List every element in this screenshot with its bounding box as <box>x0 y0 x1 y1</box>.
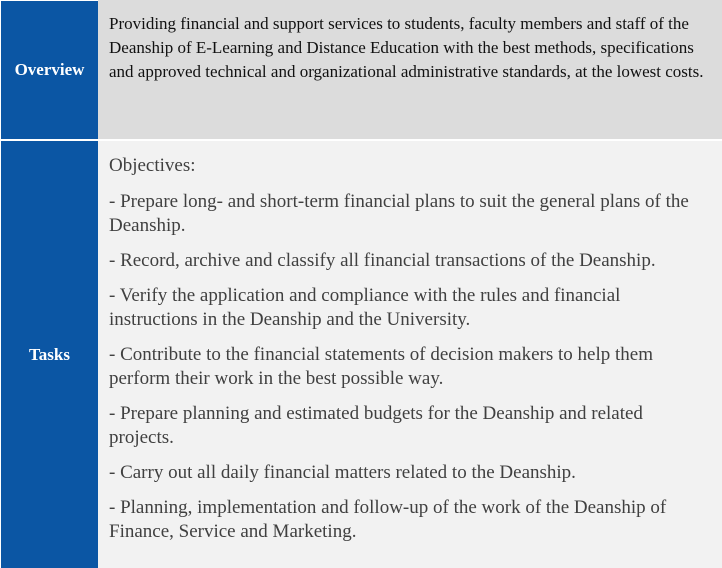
task-item: - Record, archive and classify all financial transactions of the Deanship. <box>109 250 656 271</box>
overview-text: Providing financial and support services to students, faculty members and staff of the Deanship of E-Learning and Distance Education with the best methods, specifications and approved technical and organizational administrative standards, at the lowest costs. <box>98 0 722 139</box>
task-item: - Planning, implementation and follow-up of the work of the Deanship of Finance, Service and Marketing. <box>109 497 667 542</box>
overview-label: Overview <box>0 0 98 139</box>
task-item: - Verify the application and compliance with the rules and financial instructions in the Deanship and the University. <box>109 285 621 330</box>
objectives-heading: Objectives: <box>109 155 196 176</box>
tasks-content <box>98 139 722 568</box>
task-item: - Prepare long- and short-term financial plans to suit the general plans of the Deanship. <box>109 191 689 236</box>
task-item: - Carry out all daily financial matters related to the Deanship. <box>109 462 576 483</box>
task-item: - Prepare planning and estimated budgets for the Deanship and related projects. <box>109 403 643 448</box>
tasks-label: Tasks <box>0 139 98 568</box>
task-item: - Contribute to the financial statements of decision makers to help them perform their work in the best possible way. <box>109 344 653 389</box>
